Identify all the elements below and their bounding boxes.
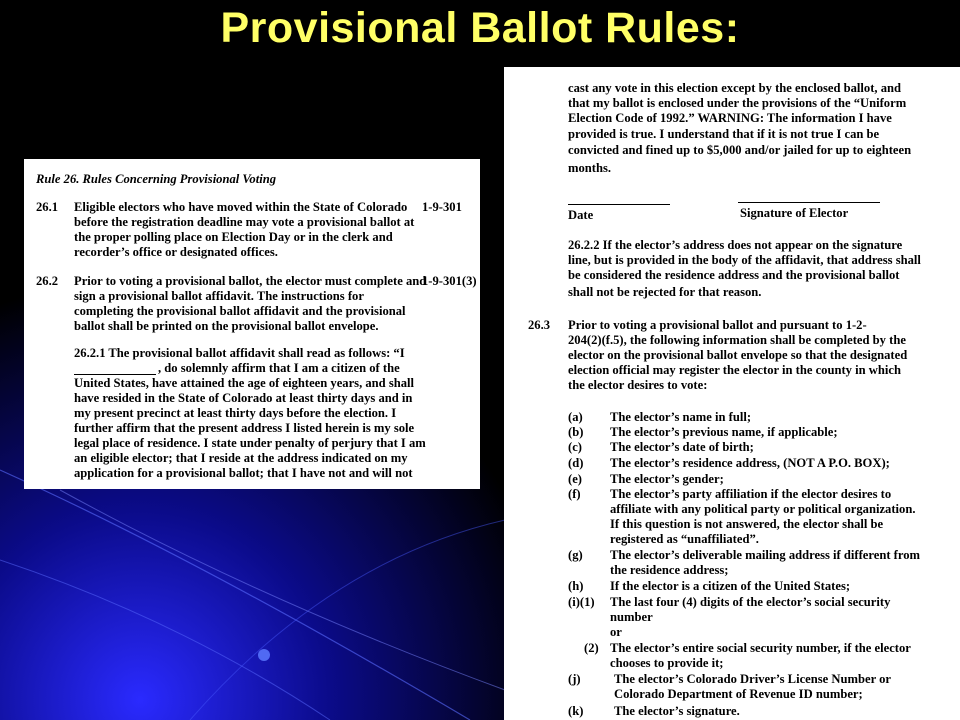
- section-26-2-2-line: be considered the residence address and the provisional ballot: [568, 268, 900, 282]
- item-text: number: [610, 610, 653, 624]
- slide-title: Provisional Ballot Rules:: [220, 4, 740, 52]
- affidavit-continued-line: that my ballot is enclosed under the provisions of the “Uniform: [568, 96, 907, 110]
- item-text: The elector’s previous name, if applicable;: [610, 425, 838, 439]
- section-26-3-line: elector on the provisional ballot envelope so that the designated: [568, 348, 908, 362]
- rule-heading: Rule 26. Rules Concerning Provisional Voting: [36, 172, 277, 186]
- section-26-1-reference: 1-9-301: [422, 200, 462, 214]
- item-text: The elector’s entire social security number, if the elector: [610, 641, 911, 655]
- affidavit-line: application for a provisional ballot; that I have not and will not: [74, 466, 413, 480]
- item-label: (j): [568, 672, 581, 686]
- item-label: (k): [568, 704, 584, 718]
- affidavit-continued-line: provided is true. I understand that if it is not true I can be: [568, 127, 880, 141]
- section-26-1-line: Eligible electors who have moved within the State of Colorado: [74, 200, 408, 214]
- item-text: The elector’s signature.: [614, 704, 740, 718]
- item-text: The elector’s gender;: [610, 472, 724, 486]
- item-label: (f): [568, 487, 581, 501]
- section-26-3-line: Prior to voting a provisional ballot and pursuant to 1-2-: [568, 318, 867, 332]
- affidavit-line: have resided in the State of Colorado at least thirty days and in: [74, 391, 413, 405]
- item-label: (g): [568, 548, 583, 562]
- section-26-1-number: 26.1: [36, 200, 59, 214]
- affidavit-line: further affirm that the present address I listed herein is my sole: [74, 421, 415, 435]
- item-label: (i)(1): [568, 595, 595, 609]
- item-label: (e): [568, 472, 582, 486]
- item-text: the residence address;: [610, 563, 729, 577]
- item-text: affiliate with any political party or political organization.: [610, 502, 916, 516]
- section-26-2-line: sign a provisional ballot affidavit. The instructions for: [74, 289, 364, 303]
- item-text: or: [610, 625, 622, 639]
- item-text: The elector’s Colorado Driver’s License Number or: [614, 672, 891, 686]
- date-signature-line: [568, 204, 670, 205]
- item-text: The elector’s name in full;: [610, 410, 752, 424]
- section-26-2-number: 26.2: [36, 274, 59, 288]
- rule-26-document-page: [24, 159, 480, 489]
- affidavit-line: , do solemnly affirm that I am a citizen of the: [158, 361, 400, 375]
- section-26-2-reference: 1-9-301(3): [422, 274, 477, 288]
- item-text: The elector’s residence address, (NOT A P.O. BOX);: [610, 456, 890, 470]
- affidavit-line: United States, have attained the age of eighteen years, and shall: [74, 376, 415, 390]
- item-text: If the elector is a citizen of the United States;: [610, 579, 851, 593]
- elector-signature-line: [738, 202, 880, 203]
- section-26-3-line: 204(2)(f.5), the following information shall be completed by the: [568, 333, 906, 347]
- affidavit-continued-line: convicted and fined up to $5,000 and/or jailed for up to eighteen: [568, 143, 912, 157]
- date-label: Date: [568, 208, 594, 222]
- item-label: (h): [568, 579, 584, 593]
- section-26-2-line: completing the provisional ballot affidavit and the provisional: [74, 304, 406, 318]
- section-26-2-2-line: shall not be rejected for that reason.: [568, 285, 762, 299]
- item-text: The elector’s deliverable mailing address if different from: [610, 548, 921, 562]
- item-text: registered as “unaffiliated”.: [610, 532, 759, 546]
- section-26-2-2-line: 26.2.2 If the elector’s address does not appear on the signature: [568, 238, 903, 252]
- item-text: The elector’s party affiliation if the elector desires to: [610, 487, 892, 501]
- affidavit-line: 26.2.1 The provisional ballot affidavit shall read as follows: “I: [74, 346, 405, 360]
- section-26-3-line: the elector desires to vote:: [568, 378, 708, 392]
- section-26-1-line: recorder’s office or designated offices.: [74, 245, 278, 259]
- affidavit-line: an eligible elector; that I reside at the address indicated on my: [74, 451, 408, 465]
- affidavit-continued-line: Election Code of 1992.” WARNING: The information I have: [568, 111, 892, 125]
- affidavit-line: my present precinct at least thirty days before the election. I: [74, 406, 397, 420]
- item-label: (b): [568, 425, 584, 439]
- section-26-2-line: ballot shall be printed on the provisional ballot envelope.: [74, 319, 379, 333]
- item-text: chooses to provide it;: [610, 656, 724, 670]
- section-26-1-line: before the registration deadline may vote a provisional ballot at: [74, 215, 415, 229]
- item-text: Colorado Department of Revenue ID number;: [614, 687, 863, 701]
- section-26-3-line: election official may register the elector in the county in which: [568, 363, 901, 377]
- item-label: (c): [568, 440, 582, 454]
- affidavit-continued-line: cast any vote in this election except by the enclosed ballot, and: [568, 81, 902, 95]
- rule-26-continued-page: [504, 67, 960, 720]
- section-26-3-number: 26.3: [528, 318, 551, 332]
- name-blank-line: [74, 374, 156, 375]
- affidavit-line: legal place of residence. I state under penalty of perjury that I am: [74, 436, 426, 450]
- item-text: The elector’s date of birth;: [610, 440, 754, 454]
- item-text: The last four (4) digits of the elector’s social security: [610, 595, 891, 609]
- item-text: If this question is not answered, the elector shall be: [610, 517, 884, 531]
- item-label: (2): [584, 641, 599, 655]
- section-26-1-line: the proper polling place on Election Day or in the clerk and: [74, 230, 393, 244]
- section-26-2-2-line: line, but is provided in the body of the affidavit, that address shall: [568, 253, 921, 267]
- section-26-2-line: Prior to voting a provisional ballot, the elector must complete and: [74, 274, 427, 288]
- affidavit-continued-line: months.: [568, 161, 612, 175]
- item-label: (a): [568, 410, 583, 424]
- item-label: (d): [568, 456, 584, 470]
- signature-label: Signature of Elector: [740, 206, 849, 220]
